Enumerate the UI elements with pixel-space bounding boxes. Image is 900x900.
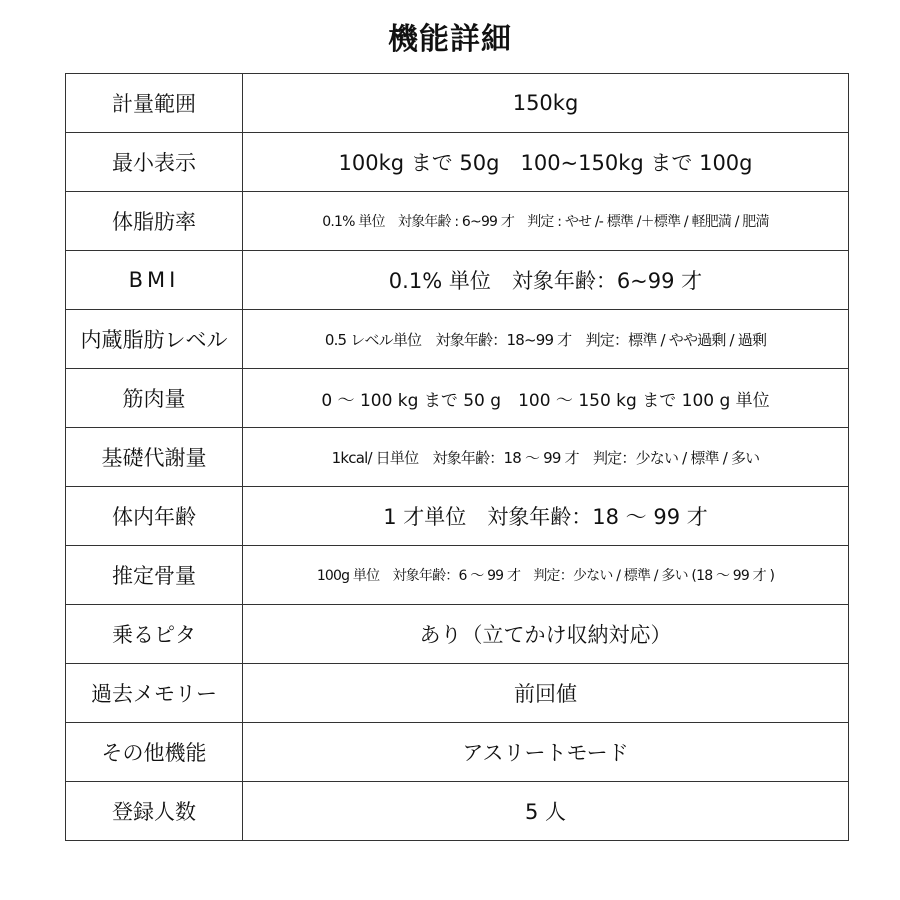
label-estimated-bone-mass: 推定骨量: [66, 546, 243, 605]
value-noru-pita: あり（立てかけ収納対応）: [243, 605, 849, 664]
table-row: [66, 369, 849, 428]
label-bmi: BMI: [66, 251, 243, 310]
label-other-functions: その他機能: [66, 723, 243, 782]
label-body-age: 体内年齢: [66, 487, 243, 546]
label-noru-pita: 乗るピタ: [66, 605, 243, 664]
value-other-functions: アスリートモード: [243, 723, 849, 782]
label-measurement-range: 計量範囲: [66, 74, 243, 133]
value-bmi: 0.1% 単位 対象年齢：6~99 才: [243, 251, 849, 310]
table-row: [66, 664, 849, 723]
label-basal-metabolism: 基礎代謝量: [66, 428, 243, 487]
value-visceral-fat-level: 0.5 レベル単位 対象年齢：18~99 才 判定：標準 / やや過剰 / 過剰: [243, 310, 849, 369]
value-muscle-mass: 0 ～ 100 kg まで 50 g 100 ～ 150 kg まで 100 g 単位: [243, 369, 849, 428]
page-title: 機能詳細: [388, 22, 512, 57]
table-row: [66, 74, 849, 133]
label-visceral-fat-level: 内蔵脂肪レベル: [66, 310, 243, 369]
table-row: [66, 723, 849, 782]
value-past-memory: 前回値: [243, 664, 849, 723]
table-row: [66, 782, 849, 841]
spec-table: [65, 73, 849, 841]
value-basal-metabolism: 1kcal/ 日単位 対象年齢：18 ～ 99 才 判定：少ない / 標準 / 多い: [243, 428, 849, 487]
table-row: [66, 546, 849, 605]
label-minimum-display: 最小表示: [66, 133, 243, 192]
value-body-fat-rate: 0.1% 単位 対象年齢 : 6~99 才 判定 : やせ /- 標準 /＋標準 / 軽肥満 / 肥満: [243, 192, 849, 251]
value-registered-users: 5 人: [243, 782, 849, 841]
label-registered-users: 登録人数: [66, 782, 243, 841]
table-row: [66, 310, 849, 369]
table-row: [66, 192, 849, 251]
table-row: [66, 251, 849, 310]
table-row: [66, 487, 849, 546]
table-row: [66, 605, 849, 664]
label-past-memory: 過去メモリー: [66, 664, 243, 723]
table-row: [66, 133, 849, 192]
label-muscle-mass: 筋肉量: [66, 369, 243, 428]
value-measurement-range: 150kg: [243, 74, 849, 133]
value-minimum-display: 100kg まで 50g 100~150kg まで 100g: [243, 133, 849, 192]
label-body-fat-rate: 体脂肪率: [66, 192, 243, 251]
value-estimated-bone-mass: 100g 単位 対象年齢：6 ～ 99 才 判定：少ない / 標準 / 多い (18 ～ 99 才 ): [243, 546, 849, 605]
table-row: [66, 428, 849, 487]
value-body-age: 1 才単位 対象年齢：18 ～ 99 才: [243, 487, 849, 546]
